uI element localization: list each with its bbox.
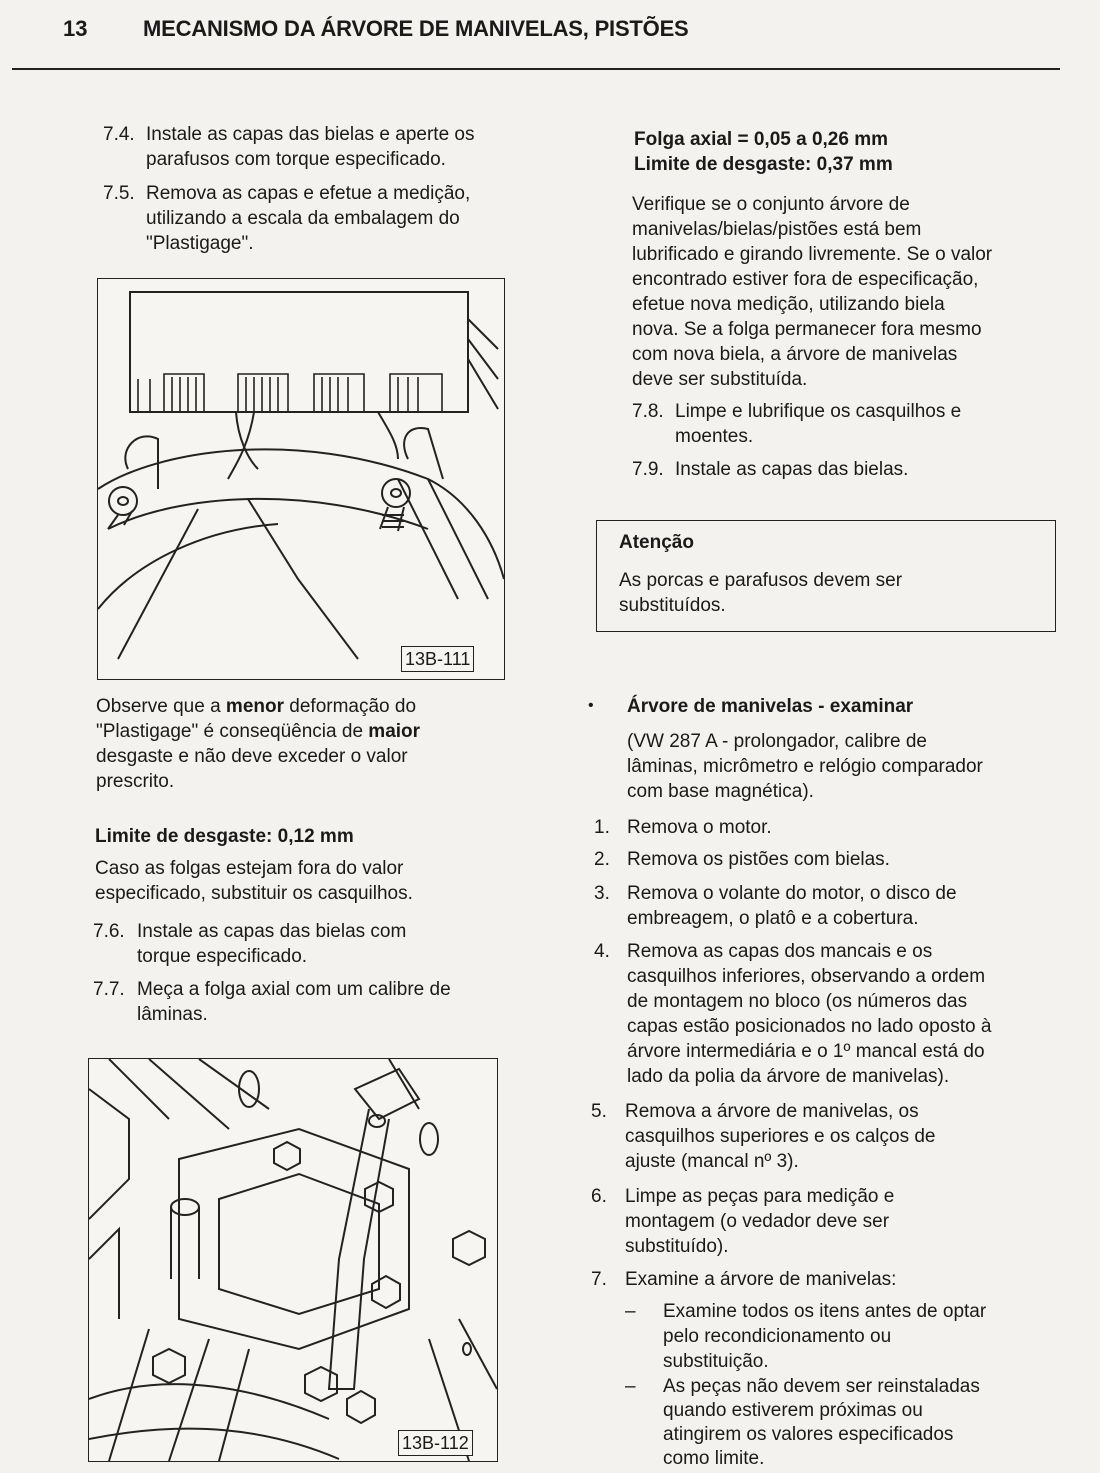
step-7-5-number: 7.5. bbox=[103, 183, 135, 204]
section-bullet: • bbox=[588, 697, 594, 714]
verify-line3: lubrificado e girando livremente. Se o valor bbox=[632, 244, 993, 265]
section-tools-line2: lâminas, micrômetro e relógio comparador bbox=[627, 756, 983, 777]
step-5-line1: Remova a árvore de manivelas, os bbox=[625, 1101, 919, 1122]
step-6-line3: substituído). bbox=[625, 1236, 729, 1257]
feeler-gauge-illustration bbox=[89, 1059, 497, 1461]
step-6-line2: montagem (o vedador deve ser bbox=[625, 1211, 890, 1232]
verify-line6: nova. Se a folga permanecer fora mesmo bbox=[632, 319, 982, 340]
figure-feeler-gauge bbox=[88, 1058, 498, 1462]
step-6-line1: Limpe as peças para medição e bbox=[625, 1186, 895, 1207]
step-4-number: 4. bbox=[594, 941, 610, 962]
step-4-line4: capas estão posicionados no lado oposto à bbox=[627, 1016, 992, 1037]
clearance-line2: especificado, substituir os casquilhos. bbox=[95, 883, 413, 904]
step-7-7-line1: Meça a folga axial com um calibre de bbox=[137, 979, 451, 1000]
plastigage-illustration bbox=[98, 279, 504, 679]
observe-line4: prescrito. bbox=[96, 771, 175, 792]
step-6-number: 6. bbox=[591, 1186, 607, 1207]
figure-plastigage-scale bbox=[97, 278, 505, 680]
step-7-number: 7. bbox=[591, 1269, 607, 1290]
observe-emphasis-menor: menor bbox=[225, 696, 284, 717]
step-2-number: 2. bbox=[594, 849, 610, 870]
attention-line1: As porcas e parafusos devem ser bbox=[619, 570, 903, 591]
step-4-line5: árvore intermediária e o 1º mancal está do bbox=[627, 1041, 985, 1062]
attention-line2: substituídos. bbox=[619, 595, 726, 616]
step-5-number: 5. bbox=[591, 1101, 607, 1122]
observe-line3: desgaste e não deve exceder o valor bbox=[96, 746, 408, 767]
dash-1-line3: substituição. bbox=[663, 1351, 769, 1372]
step-7-5-line3: "Plastigage". bbox=[146, 233, 254, 254]
step-3-number: 3. bbox=[594, 883, 610, 904]
axial-play-spec: Folga axial = 0,05 a 0,26 mm bbox=[634, 129, 889, 150]
step-7-5-line1: Remova as capas e efetue a medição, bbox=[146, 183, 471, 204]
verify-line7: com nova biela, a árvore de manivelas bbox=[632, 344, 958, 365]
dash-1-mark: – bbox=[625, 1301, 636, 1322]
verify-line4: encontrado estiver fora de especificação, bbox=[632, 269, 979, 290]
observe-emphasis-maior: maior bbox=[368, 721, 421, 742]
observe-line1 bbox=[96, 695, 416, 720]
left-wear-limit: Limite de desgaste: 0,12 mm bbox=[95, 826, 354, 847]
step-7-5-line2: utilizando a escala da embalagem do bbox=[146, 208, 460, 229]
figure-1-label: 13B-111 bbox=[401, 646, 474, 672]
right-wear-limit: Limite de desgaste: 0,37 mm bbox=[634, 154, 893, 175]
step-7-8-line1: Limpe e lubrifique os casquilhos e bbox=[675, 401, 962, 422]
section-title: Árvore de manivelas - examinar bbox=[627, 696, 914, 717]
dash-2-line1: As peças não devem ser reinstaladas bbox=[663, 1376, 980, 1397]
step-7-4-line1: Instale as capas das bielas e aperte os bbox=[146, 124, 475, 145]
step-1-number: 1. bbox=[594, 817, 610, 838]
chapter-title: MECANISMO DA ÁRVORE DE MANIVELAS, PISTÕES bbox=[143, 16, 689, 41]
step-4-line2: casquilhos inferiores, observando a ordem bbox=[627, 966, 986, 987]
step-4-line1: Remova as capas dos mancais e os bbox=[627, 941, 933, 962]
dash-2-line4: como limite. bbox=[663, 1448, 765, 1469]
observe-text-a: Observe que a bbox=[96, 696, 226, 717]
step-3-line1: Remova o volante do motor, o disco de bbox=[627, 883, 957, 904]
step-7-7-number: 7.7. bbox=[93, 979, 125, 1000]
page-number: 13 bbox=[63, 16, 88, 41]
step-7-7-line2: lâminas. bbox=[137, 1004, 208, 1025]
section-tools-line3: com base magnética). bbox=[627, 781, 814, 802]
step-4-line6: lado da polia da árvore de manivelas). bbox=[627, 1066, 950, 1087]
step-7-8-line2: moentes. bbox=[675, 426, 754, 447]
figure-2-label: 13B-112 bbox=[398, 1430, 473, 1456]
dash-1-line1: Examine todos os itens antes de optar bbox=[663, 1301, 987, 1322]
step-1-line1: Remova o motor. bbox=[627, 817, 772, 838]
step-5-line2: casquilhos superiores e os calços de bbox=[625, 1126, 936, 1147]
verify-line2: manivelas/bielas/pistões está bem bbox=[632, 219, 922, 240]
observe-text-d: "Plastigage" é conseqüência de bbox=[96, 721, 369, 742]
step-7-9-number: 7.9. bbox=[632, 459, 664, 480]
clearance-line1: Caso as folgas estejam fora do valor bbox=[95, 858, 404, 879]
step-7-9-line1: Instale as capas das bielas. bbox=[675, 459, 909, 480]
verify-line1: Verifique se o conjunto árvore de bbox=[632, 194, 910, 215]
dash-2-mark: – bbox=[625, 1376, 636, 1397]
step-7-6-line1: Instale as capas das bielas com bbox=[137, 921, 407, 942]
header-rule bbox=[12, 68, 1060, 70]
attention-box bbox=[596, 520, 1056, 632]
step-2-line1: Remova os pistões com bielas. bbox=[627, 849, 890, 870]
step-7-4-line2: parafusos com torque especificado. bbox=[146, 149, 446, 170]
step-7-4-number: 7.4. bbox=[103, 124, 135, 145]
dash-1-line2: pelo recondicionamento ou bbox=[663, 1326, 892, 1347]
dash-2-line2: quando estiverem próximas ou bbox=[663, 1400, 923, 1421]
observe-line2 bbox=[96, 720, 420, 745]
page-header bbox=[0, 0, 1100, 74]
step-5-line3: ajuste (mancal nº 3). bbox=[625, 1151, 799, 1172]
attention-title: Atenção bbox=[619, 532, 694, 553]
verify-line8: deve ser substituída. bbox=[632, 369, 808, 390]
step-7-6-number: 7.6. bbox=[93, 921, 125, 942]
step-7-line1: Examine a árvore de manivelas: bbox=[625, 1269, 897, 1290]
step-3-line2: embreagem, o platô e a cobertura. bbox=[627, 908, 919, 929]
observe-text-c: deformação do bbox=[284, 696, 417, 717]
verify-line5: efetue nova medição, utilizando biela bbox=[632, 294, 945, 315]
section-tools-line1: (VW 287 A - prolongador, calibre de bbox=[627, 731, 927, 752]
dash-2-line3: atingirem os valores especificados bbox=[663, 1424, 954, 1445]
step-7-6-line2: torque especificado. bbox=[137, 946, 308, 967]
step-7-8-number: 7.8. bbox=[632, 401, 664, 422]
step-4-line3: de montagem no bloco (os números das bbox=[627, 991, 968, 1012]
